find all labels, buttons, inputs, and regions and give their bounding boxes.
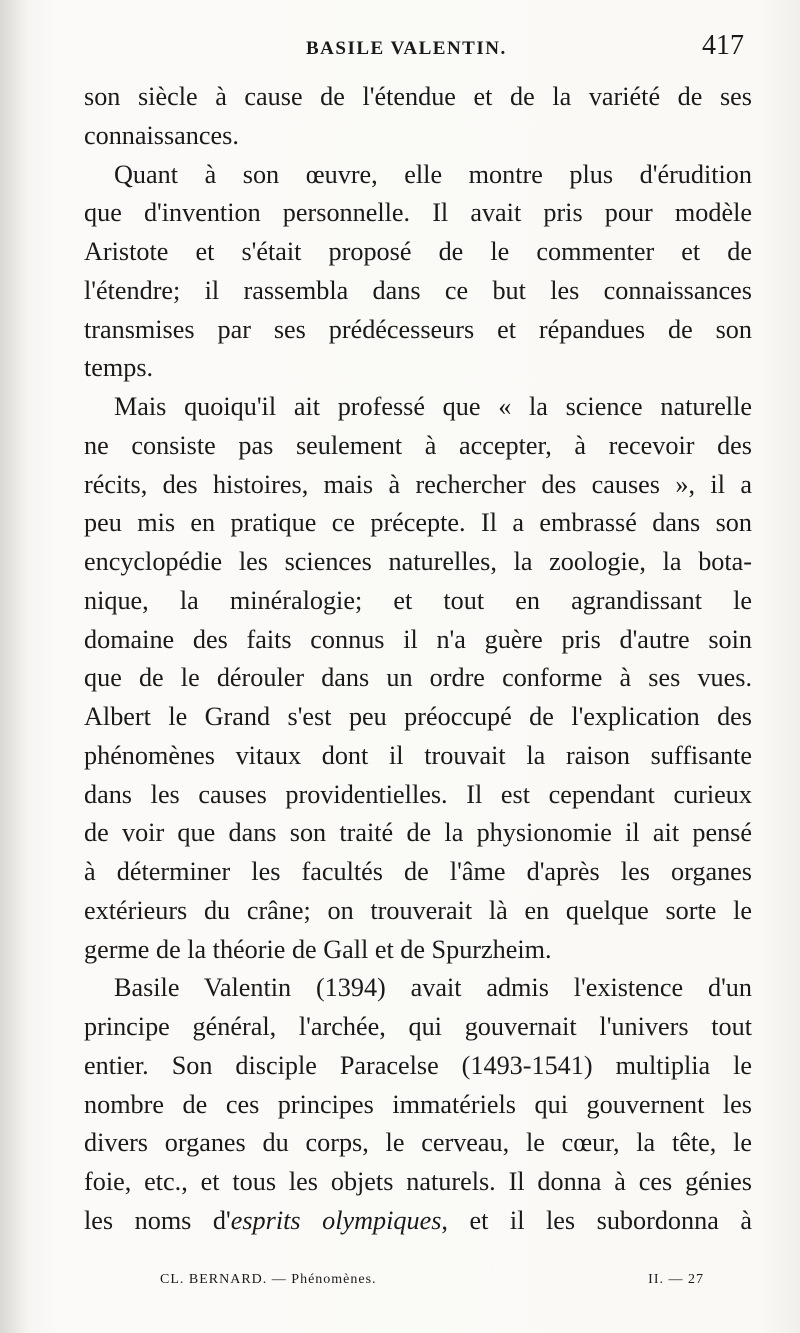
text-fragment: , et il les subordonna à bbox=[441, 1205, 753, 1235]
page-number: 417 bbox=[702, 30, 744, 61]
text-line: nique, la minéralogie; et tout en agrandissant le bbox=[84, 585, 752, 615]
body-text bbox=[84, 78, 752, 1241]
text-line: peu mis en pratique ce précepte. Il a embrassé dans son bbox=[84, 508, 752, 538]
page-footer bbox=[84, 1272, 744, 1302]
text-line: divers organes du corps, le cerveau, le cœur, la tête, le bbox=[84, 1128, 752, 1158]
text-line: encyclopédie les sciences naturelles, la zoologie, la bota- bbox=[84, 547, 752, 576]
text-line: que d'invention personnelle. Il avait pris pour modèle bbox=[84, 198, 752, 228]
running-title: BASILE VALENTIN. bbox=[306, 38, 507, 59]
text-line: de voir que dans son traité de la physionomie il ait pensé bbox=[84, 818, 752, 848]
text-line: Mais quoiqu'il ait professé que « la science naturelle bbox=[114, 392, 752, 421]
text-line: ne consiste pas seulement à accepter, à recevoir des bbox=[84, 430, 752, 460]
text-line: transmises par ses prédécesseurs et répandues de son bbox=[84, 314, 752, 344]
footer-signature: CL. BERNARD. — Phénomènes. bbox=[160, 1272, 377, 1287]
text-line: Aristote et s'était proposé de le commenter et de bbox=[84, 237, 752, 266]
text-line: principe général, l'archée, qui gouvernait l'univers tout bbox=[84, 1012, 752, 1041]
text-line: foie, etc., et tous les objets naturels. Il donna à ces génies bbox=[84, 1167, 752, 1196]
text-line: domaine des faits connus il n'a guère pris d'autre soin bbox=[84, 624, 752, 654]
footer-sheet-mark: II. — 27 bbox=[648, 1272, 704, 1287]
text-line: Quant à son œuvre, elle montre plus d'érudition bbox=[114, 159, 752, 189]
text-line-last bbox=[84, 1202, 752, 1241]
text-line: germe de la théorie de Gall et de Spurzheim. bbox=[84, 934, 552, 964]
text-line: Basile Valentin (1394) avait admis l'existence d'un bbox=[114, 973, 752, 1003]
text-line: son siècle à cause de l'étendue et de la variété de ses bbox=[84, 82, 752, 111]
page-header bbox=[84, 32, 744, 72]
text-line: récits, des histoires, mais à rechercher des causes », il a bbox=[84, 469, 752, 499]
text-line: l'étendre; il rassembla dans ce but les connaissances bbox=[84, 275, 752, 305]
text-line: nombre de ces principes immatériels qui gouvernent les bbox=[84, 1089, 752, 1119]
italic-term: esprits olympiques bbox=[230, 1205, 442, 1235]
text-line: que de le dérouler dans un ordre conforme à ses vues. bbox=[84, 663, 752, 693]
text-line: Albert le Grand s'est peu préoccupé de l'explication des bbox=[84, 702, 752, 731]
text-fragment: les noms d' bbox=[84, 1205, 231, 1235]
text-line: connaissances. bbox=[84, 120, 239, 150]
text-line: entier. Son disciple Paracelse (1493-1541) multiplia le bbox=[84, 1050, 752, 1080]
text-line: phénomènes vitaux dont il trouvait la raison suffisante bbox=[84, 740, 752, 770]
text-line: temps. bbox=[84, 353, 154, 383]
text-line: à déterminer les facultés de l'âme d'après les organes bbox=[84, 857, 752, 886]
text-line: extérieurs du crâne; on trouverait là en quelque sorte le bbox=[84, 895, 752, 925]
text-line: dans les causes providentielles. Il est cependant curieux bbox=[84, 779, 752, 809]
